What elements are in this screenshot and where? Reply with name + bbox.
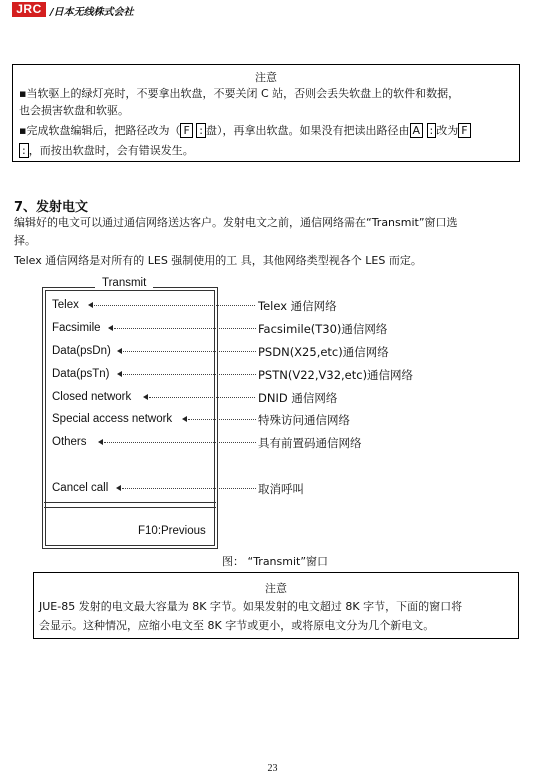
paragraph-1-line-1: 编辑好的电文可以通过通信网络送达客户。发射电文之前，通信网络需在“Transmit”窗口选 [14, 216, 458, 229]
section-heading: 7、发射电文 [14, 200, 89, 215]
note-title: 注意 [265, 582, 287, 595]
note-line-1: ▪当软驱上的绿灯亮时，不要拿出软盘，不要关闭 C 站，否则会丢失软盘上的软件和数据， [19, 87, 460, 100]
menu-item-cancel-call[interactable]: Cancel call [52, 482, 109, 494]
leader-line [122, 488, 256, 489]
f10-previous-button[interactable]: F10:Previous [138, 525, 206, 537]
menu-item-facsimile[interactable]: Facsimile [52, 322, 101, 334]
menu-item-data-psdn[interactable]: Data(psDn) [52, 345, 111, 357]
drive-letter-box: A [410, 123, 424, 138]
desc-telex: Telex 通信网络 [258, 299, 337, 313]
colon-box: : [196, 123, 206, 138]
note-line-3-text-b: 盘），再拿出软盘。如果没有把读出路径由 [206, 124, 410, 137]
leader-line [149, 397, 255, 398]
arrow-left-icon [143, 394, 148, 400]
leader-line [188, 419, 256, 420]
menu-item-closed-network[interactable]: Closed network [52, 391, 132, 403]
dialog-title: Transmit [95, 277, 153, 289]
page-number: 23 [267, 763, 278, 774]
arrow-left-icon [117, 348, 122, 354]
note-line-3-text-c: 改为 [436, 124, 459, 137]
colon-box: : [19, 143, 29, 158]
arrow-left-icon [88, 302, 93, 308]
arrow-left-icon [108, 325, 113, 331]
menu-item-data-pstn[interactable]: Data(psTn) [52, 368, 110, 380]
note-line-4 [19, 142, 194, 159]
note-box-floppy [12, 64, 520, 162]
leader-line [104, 442, 256, 443]
note-line-4-text: ，而按出软盘时，会有错误发生。 [28, 144, 194, 157]
note-line-3 [19, 122, 471, 139]
jrc-logo: JRC [12, 2, 46, 17]
paragraph-1-line-2: 择。 [14, 234, 36, 247]
note2-line-2: 会显示。这种情况，应缩小电文至 8K 字节或更小，或将原电文分为几个新电文。 [39, 619, 435, 632]
arrow-left-icon [116, 485, 121, 491]
arrow-left-icon [182, 416, 187, 422]
desc-others: 具有前置码通信网络 [258, 436, 362, 450]
company-name: /日本无线株式会社 [50, 7, 134, 18]
leader-line [94, 305, 255, 306]
note-line-3-text-a: ▪完成软盘编辑后，把路径改为（ [19, 124, 181, 137]
leader-line [114, 328, 256, 329]
desc-closed-network: DNID 通信网络 [258, 391, 338, 405]
desc-data-pstn: PSTN(V22,V32,etc)通信网络 [258, 368, 414, 382]
paragraph-2: Telex 通信网络是对所有的 LES 强制使用的工 具，其他网络类型视各个 LES 而定。 [14, 254, 422, 267]
note-title: 注意 [255, 71, 277, 84]
note-line-2: 也会损害软盘和软驱。 [19, 104, 129, 117]
menu-item-special-access-network[interactable]: Special access network [52, 413, 173, 425]
menu-item-telex[interactable]: Telex [52, 299, 79, 311]
arrow-left-icon [117, 371, 122, 377]
desc-special-access-network: 特殊访问通信网络 [258, 413, 350, 427]
note-box-message-size [33, 572, 519, 639]
figure-caption: 图： “Transmit”窗口 [222, 555, 329, 568]
desc-facsimile: Facsimile(T30)通信网络 [258, 322, 388, 336]
drive-letter-box: F [180, 123, 192, 138]
dialog-separator [44, 502, 216, 508]
leader-line [123, 351, 256, 352]
desc-data-psdn: PSDN(X25,etc)通信网络 [258, 345, 389, 359]
leader-line [123, 374, 256, 375]
desc-cancel-call: 取消呼叫 [258, 482, 304, 496]
menu-item-others[interactable]: Others [52, 436, 87, 448]
drive-letter-box: F [458, 123, 470, 138]
note2-line-1: JUE-85 发射的电文最大容量为 8K 字节。如果发射的电文超过 8K 字节，下面的窗口将 [39, 600, 463, 613]
arrow-left-icon [98, 439, 103, 445]
colon-box: : [427, 123, 437, 138]
